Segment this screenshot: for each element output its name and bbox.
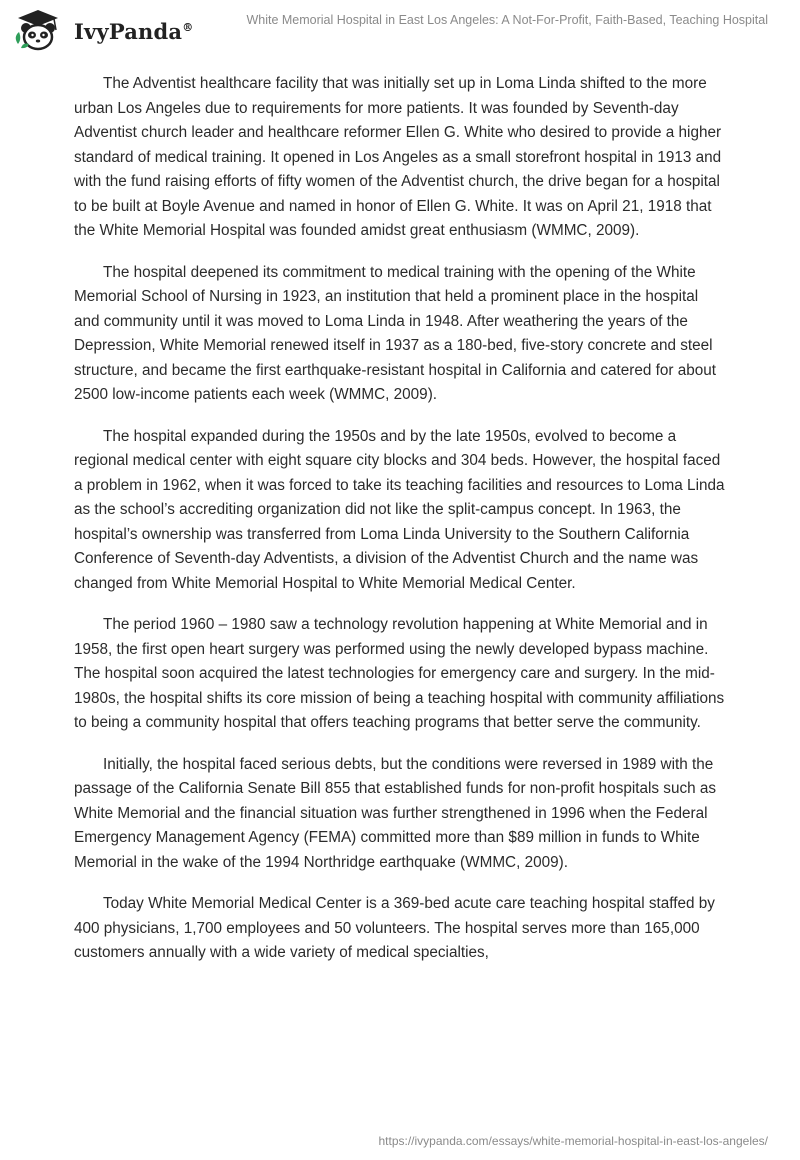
paragraph: Initially, the hospital faced serious debts, but the conditions were reversed in 1989 with the passage of the California Senate Bill 855 that established funds for non-profit hospitals such as White Memorial and the financial situation was further strengthened in 1996 when the Federal Emergency Management Agency (FEMA) committed more than $89 million in funds to White Memorial in the wake of the 1994 Northridge earthquake (WMMC, 2009). (74, 755, 717, 871)
paragraph: Today White Memorial Medical Center is a 369-bed acute care teaching hospital staffed by 400 physicians, 1,700 employees and 50 volunteers. The hospital serves more than 165,000 customers annually with a wide variety of medical specialties, (74, 895, 715, 961)
brand-name: IvyPanda® (74, 18, 194, 44)
source-url-link[interactable]: https://ivypanda.com/essays/white-memorial-hospital-in-east-los-angeles/ (378, 1134, 768, 1148)
panda-graduate-icon (12, 8, 70, 54)
paragraph: The hospital deepened its commitment to medical training with the opening of the White Memorial School of Nursing in 1923, an institution that held a prominent place in the hospital and community until it was moved to Loma Linda in 1948. After weathering the years of the Depression, White Memorial renewed itself in 1937 as a 180-bed, five-story concrete and steel structure, and became the first earthquake-resistant hospital in California and catered for about 2500 low-income patients each week (WMMC, 2009). (74, 263, 716, 403)
paragraph: The Adventist healthcare facility that was initially set up in Loma Linda shifted to the more urban Los Angeles due to requirements for more patients. It was founded by Seventh-day Adventist church leader and healthcare reformer Ellen G. White who desired to provide a higher standard of medical training. It opened in Los Angeles as a small storefront hospital in 1913 and with the fund raising efforts of fifty women of the Adventist church, the drive began for a hospital to be built at Boyle Avenue and named in honor of Ellen G. White. It was on April 21, 1918 that the White Memorial Hospital was founded amidst great enthusiasm (WMMC, 2009). (74, 75, 722, 239)
essay-body (74, 72, 726, 983)
running-title: White Memorial Hospital in East Los Angeles: A Not-For-Profit, Faith-Based, Teaching Hospital (246, 13, 768, 27)
paragraph: The hospital expanded during the 1950s and by the late 1950s, evolved to become a regional medical center with eight square city blocks and 304 beds. However, the hospital faced a problem in 1962, when it was forced to take its teaching facilities and resources to Loma Linda as the school’s accrediting organization did not like the split-campus concept. In 1963, the hospital’s ownership was transferred from Loma Linda University to the Southern California Conference of Seventh-day Adventists, a division of the Adventist Church and the name was changed from White Memorial Hospital to White Memorial Medical Center. (74, 427, 725, 592)
ivypanda-logo[interactable] (12, 8, 193, 54)
paragraph: The period 1960 – 1980 saw a technology revolution happening at White Memorial and in 1958, the first open heart surgery was performed using the newly developed bypass machine. The hospital soon acquired the latest technologies for emergency care and surgery. In the mid-1980s, the hospital shifts its core mission of being a teaching hospital with community affiliations to being a community hospital that offers teaching programs that better serve the community. (74, 616, 725, 731)
page-header (0, 0, 800, 60)
